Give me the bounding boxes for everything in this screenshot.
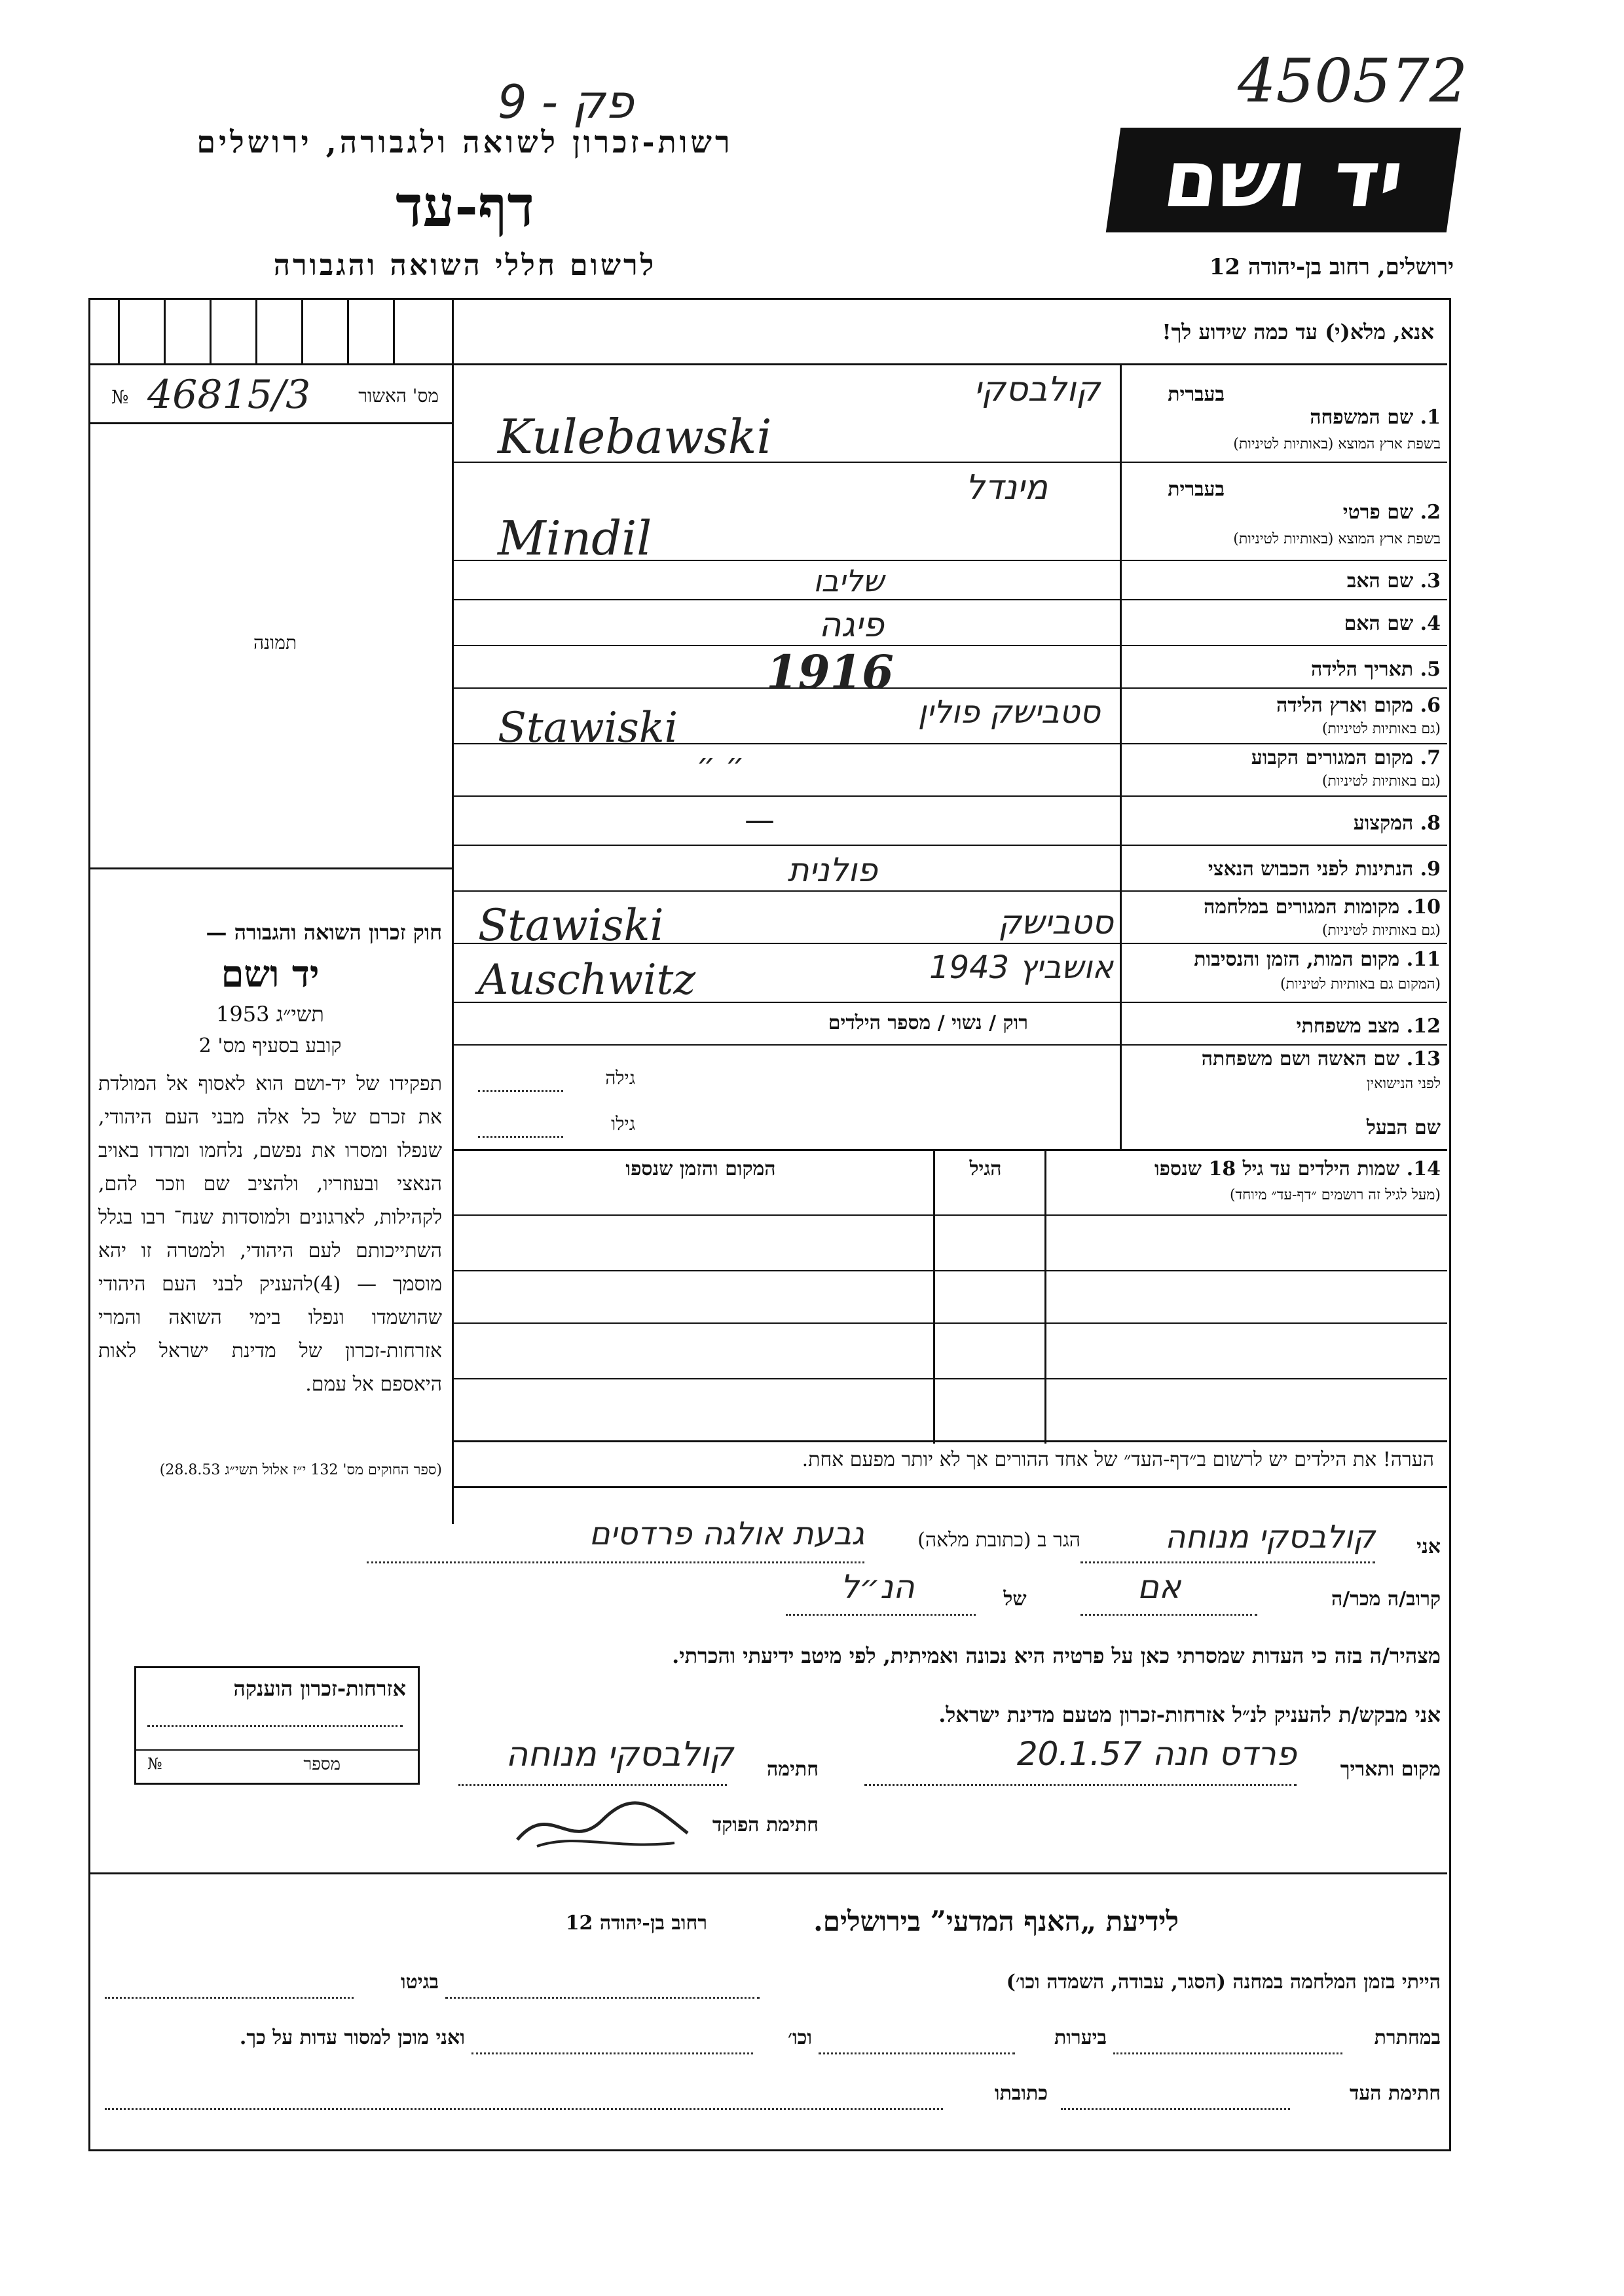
law-year-he: תשי״ג	[276, 1002, 324, 1027]
citizenship-no-symbol: №	[147, 1755, 162, 1773]
field-11-value-latin: Auschwitz	[478, 956, 696, 1004]
field-9-label	[1126, 858, 1441, 881]
officer-signature-scribble	[511, 1794, 694, 1853]
witness-address-label: כתובתו	[994, 2082, 1048, 2105]
field-7-label	[1231, 746, 1441, 769]
field-12-name: מצב משפחתי	[1296, 1015, 1400, 1038]
field-8-name: המקצוע	[1353, 812, 1414, 835]
field-10-name: מקומות המגורים במלחמה	[1204, 896, 1400, 919]
field-1-value-latin: Kulebawski	[498, 409, 772, 464]
of-label: של	[1003, 1588, 1027, 1611]
page-subtitle: לרשום חללי השואה והגבורה	[273, 249, 657, 282]
field-11-label	[1126, 948, 1441, 971]
field-1-label	[1231, 406, 1441, 429]
photo-label: תמונה	[253, 632, 297, 653]
field-6-value-latin: Stawiski	[498, 704, 678, 752]
form-intro: אנא, מלא(י) עד כמה שידוע לך!	[1162, 319, 1434, 344]
field-10-value-he: סטבישק	[998, 903, 1113, 941]
field-8-label	[1231, 812, 1441, 835]
witness-signature-label: חתימת העד	[1349, 2082, 1441, 2105]
handwritten-file-ref: פק - 9	[498, 75, 634, 129]
field-13-label	[1126, 1048, 1441, 1070]
field-3-value: שליבו	[813, 563, 884, 598]
law-year-num: 1953	[216, 1002, 270, 1027]
field-6-value-he: סטבישק פולין	[917, 694, 1100, 731]
relative-value: אם	[1137, 1568, 1181, 1606]
field-6-sub: (גם באותיות לטיניות)	[1321, 721, 1441, 737]
children-note: הערה! את הילדים יש לרשום ב״דף-העד״ של אחד ההורים אך לא יותר מפעם אחת.	[802, 1448, 1434, 1471]
place-time-column-header: המקום והזמן שנספו	[625, 1157, 776, 1180]
field-6-num: 6.	[1420, 694, 1441, 717]
place-date-value: פרדס חנה 20.1.57	[1016, 1735, 1297, 1773]
age-label-female: גילה	[605, 1067, 635, 1089]
field-2-name: שם פרטי	[1342, 501, 1414, 524]
handwritten-record-number: 450572	[1238, 46, 1468, 116]
age-label-male: גילו	[611, 1113, 635, 1135]
camp-line-label: הייתי בזמן המלחמה במחנה (הסגר, עבודה, השמדה וכו׳)	[1006, 1971, 1441, 1994]
footer-title: לידיעת „האנף המדעי” בירושלים.	[813, 1905, 1179, 1937]
citizenship-title: אזרחות-זכרון הוענקה	[233, 1676, 406, 1701]
field-12-num: 12.	[1406, 1015, 1441, 1038]
field-13-name: שם האשה ושם משפחתה	[1201, 1048, 1400, 1070]
testimony-willing: ואני מוכן למסור עדות על כך.	[239, 2026, 465, 2049]
address-header: ירושלים, רחוב בן-יהודה 12	[1209, 254, 1454, 280]
of-value: הנ״ל	[840, 1568, 915, 1606]
field-5-name: תאריך הלידה	[1311, 658, 1414, 681]
field-1-num: 1.	[1420, 406, 1441, 429]
field-3-num: 3.	[1420, 570, 1441, 592]
field-2-sub: בשפת ארץ המוצא (באותיות לטיניות)	[1233, 531, 1441, 547]
field-2-label	[1231, 501, 1441, 524]
field-11-num: 11.	[1406, 948, 1441, 971]
field-4-num: 4.	[1420, 612, 1441, 635]
children-sub: (מעל לגיל זה רושמים ״דף-עד״ מיוחד)	[1229, 1187, 1441, 1203]
field-9-value: פולנית	[787, 851, 877, 889]
field-4-label	[1231, 612, 1441, 635]
field-4-value: פיגה	[819, 606, 884, 645]
forests-label: ביערות	[1054, 2026, 1107, 2049]
tick-strip	[92, 300, 452, 365]
field-7-sub: (גם באותיות לטיניות)	[1321, 773, 1441, 790]
field-13-num: 13.	[1406, 1048, 1441, 1070]
resides-label: הגר ב (כתובת מלאה)	[917, 1529, 1080, 1552]
officer-signature-label: חתימת הפוקד	[712, 1813, 819, 1836]
law-name: יד ושם	[221, 953, 320, 996]
field-8-num: 8.	[1420, 812, 1441, 835]
declaration-request: אני מבקש/ת להעניק לנ״ל אזרחות-זכרון מטעם מדינת ישראל.	[938, 1702, 1441, 1727]
field-6-label	[1231, 694, 1441, 717]
in-hebrew-label-2: בעברית	[1168, 478, 1225, 501]
field-11-sub: (המקום גם באותיות לטיניות)	[1280, 976, 1441, 993]
field-10-num: 10.	[1406, 896, 1441, 919]
declaration-name: קולבסקי מנוחה	[1165, 1519, 1375, 1556]
children-header: 14. שמות הילדים עד גיל 18 שנספו	[1154, 1157, 1441, 1180]
approval-number: 46815/3	[147, 372, 311, 418]
field-6-name: מקום וארץ הלידה	[1276, 694, 1414, 717]
declaration-statement: מצהיר/ה בזה כי העדות שמסרתי כאן על פרטיה היא נכונה ואמיתית, לפי מיטב ידיעתי והכרתי.	[672, 1643, 1441, 1668]
footer-address: רחוב בן-יהודה 12	[565, 1912, 707, 1935]
field-9-num: 9.	[1420, 858, 1441, 881]
field-5-num: 5.	[1420, 658, 1441, 681]
field-10-sub: (גם באותיות לטיניות)	[1321, 922, 1441, 939]
ghetto-label: בגיטו	[400, 1971, 439, 1994]
field-9-name: הנתינות לפני הכבוש הנאצי	[1208, 858, 1414, 881]
field-5-label	[1231, 658, 1441, 681]
field-3-name: שם האב	[1346, 570, 1414, 592]
page-title: דף-עד	[396, 173, 534, 240]
field-4-name: שם האם	[1344, 612, 1414, 635]
law-body: תפקידו של יד-ושם הוא לאסוף אל המולדת את זכרם של כל אלה מבני העם היהודי, שנפלו ומסרו את נפשם, נלחמו ומרדו באויב הנאצי ובעוזריו, ולהציב שם וזכר להם, לקהילות, לארגונים ולמוסדות שנח־ רבו בגלל השתייכותם לעם היהודי, ולמטרה זו יהא מוסמך — (4)להעניק לבני העם היהודי שהושמדו ונפלו בימי השואה והמרי אזרחות-זכרון של מדינת ישראל לאות היאספם אל עמם.	[98, 1072, 442, 1396]
signature-value: קולבסקי מנוחה	[506, 1735, 733, 1774]
declaration-i-label: אני	[1416, 1535, 1441, 1558]
field-10-label	[1126, 896, 1441, 919]
field-13-sub: לפני הנישואין	[1366, 1076, 1441, 1092]
underground-label: במחתרת	[1374, 2026, 1441, 2049]
field-3-label	[1231, 570, 1441, 592]
yad-vashem-logo	[1106, 128, 1461, 232]
field-7-name: מקום המגורים הקבוע	[1251, 746, 1414, 769]
field-12-label	[1126, 1015, 1441, 1038]
logo-text: יד ושם	[1158, 134, 1409, 225]
field-2-value-he: מינדל	[965, 468, 1048, 507]
field-7-value: ״ ״	[696, 746, 745, 782]
law-year	[98, 1002, 442, 1027]
age-column-header: הגיל	[969, 1157, 1002, 1180]
field-11-value-he: אושביץ 1943	[929, 949, 1113, 986]
signature-label: חתימה	[767, 1758, 819, 1781]
etc-label: וכו׳	[788, 2026, 812, 2049]
law-reference: (ספר החוקים מס' 132 י״ז אלול תשי״ג 28.8.53)	[159, 1462, 442, 1478]
field-12-options: רוק / נשוי / מספר הילדים	[828, 1011, 1028, 1034]
in-hebrew-label-1: בעברית	[1168, 383, 1225, 406]
approval-no-symbol: №	[111, 386, 129, 408]
field-1-sub: בשפת ארץ המוצא (באותיות לטיניות)	[1233, 436, 1441, 452]
resides-value: גבעת אולגה פרדסים	[589, 1516, 864, 1552]
husband-label: שם הבעל	[1366, 1116, 1441, 1139]
approval-label: מס' האשור	[358, 385, 439, 407]
field-10-value-latin: Stawiski	[478, 900, 664, 951]
field-5-value: 1916	[766, 645, 894, 699]
field-1-value-he: קולבסקי	[974, 370, 1100, 409]
field-2-value-latin: Mindil	[498, 511, 652, 566]
law-section: קובע בסעיף מס' 2	[198, 1034, 342, 1057]
relative-label: קרוב/ה מכר/ה	[1331, 1588, 1441, 1611]
field-7-num: 7.	[1420, 746, 1441, 769]
citizenship-number-label: מספר	[303, 1755, 341, 1774]
place-date-label: מקום ותאריך	[1340, 1758, 1441, 1781]
field-1-name: שם המשפחה	[1310, 406, 1414, 429]
law-title: חוק זכרון השואה והגבורה —	[206, 920, 442, 945]
field-8-value: —	[745, 802, 775, 837]
org-line: רשות-זכרון לשואה ולגבורה, ירושלים	[196, 124, 733, 160]
field-11-name: מקום המות, הזמן והנסיבות	[1194, 948, 1400, 971]
field-2-num: 2.	[1420, 501, 1441, 524]
